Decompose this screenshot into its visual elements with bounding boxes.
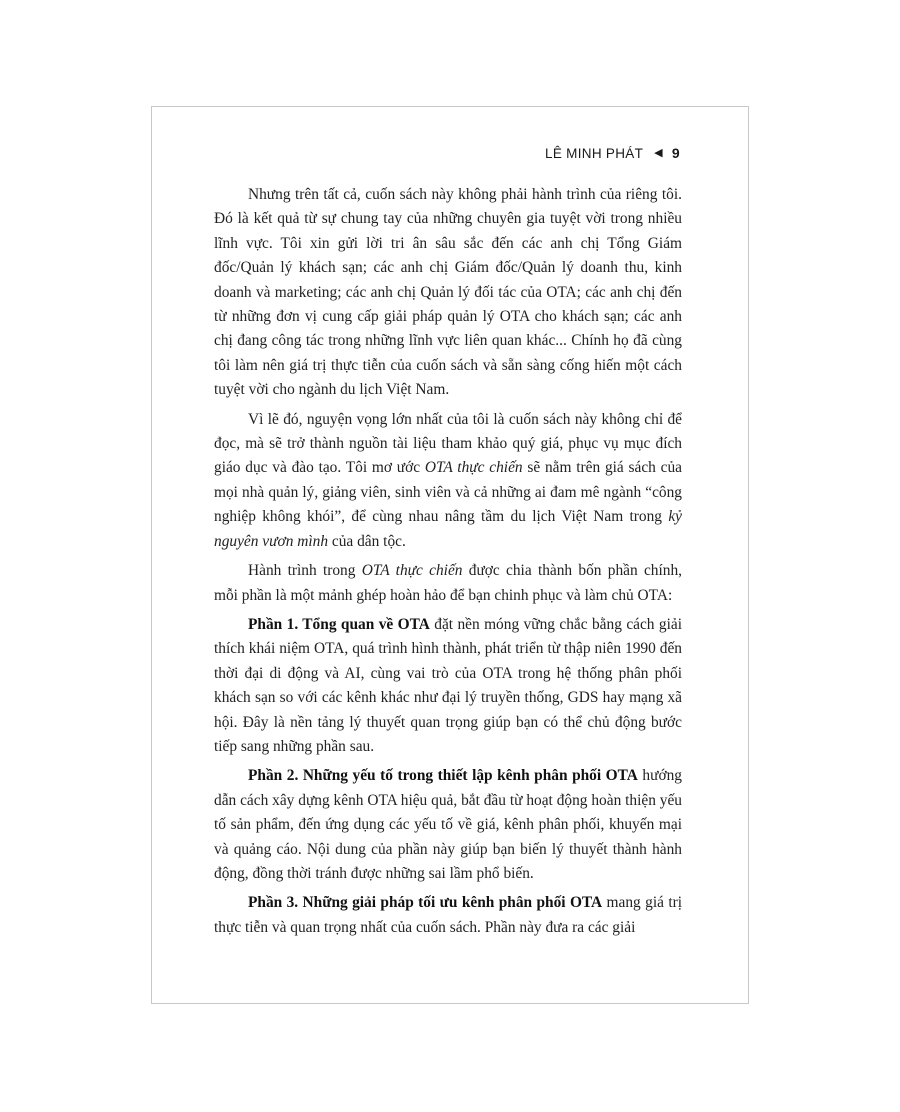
era-phrase-italic: kỷ nguyên vươn mình: [214, 508, 682, 550]
page-number: 9: [671, 145, 680, 161]
paragraph-2: [214, 408, 682, 554]
author-name: LÊ MINH PHÁT: [545, 145, 644, 161]
part-1-text: đặt nền móng vững chắc bằng cách giải thích khái niệm OTA, quá trình hình thành, phát triển từ thập niên 1990 đến thời đại di động và AI, cùng vai trò của OTA trong hệ thống phân phối khách sạn so với các kênh khác như đại lý truyền thống, GDS hay mạng xã hội. Đây là nền tảng lý thuyết quan trọng giúp bạn có thể chủ động bước tiếp sang những phần sau.: [214, 615, 682, 755]
part-1-heading: Phần 1. Tổng quan về OTA: [248, 615, 430, 633]
paragraph-2-text-c: của dân tộc.: [328, 532, 406, 550]
paragraph-1: Nhưng trên tất cả, cuốn sách này không phải hành trình của riêng tôi. Đó là kết quả từ sự chung tay của những chuyên gia tuyệt vời trong nhiều lĩnh vực. Tôi xin gửi lời tri ân sâu sắc đến các anh chị Tổng Giám đốc/Quản lý khách sạn; các anh chị Giám đốc/Quản lý doanh thu, kinh doanh và marketing; các anh chị Quản lý đối tác của OTA; các anh chị đến từ những đơn vị cung cấp giải pháp quản lý OTA cho khách sạn; các anh chị đang công tác trong những lĩnh vực liên quan khác... Chính họ đã cùng tôi làm nên giá trị thực tiễn của cuốn sách và sẵn sàng cống hiến một cách tuyệt vời cho ngành du lịch Việt Nam.: [214, 186, 682, 399]
part-3-heading: Phần 3. Những giải pháp tối ưu kênh phân phối OTA: [248, 894, 603, 912]
paragraph-part-1: [214, 613, 682, 759]
book-page: [151, 106, 749, 1004]
paragraph-3-text-b: được chia thành bốn phần chính, mỗi phần là một mảnh ghép hoàn hảo để bạn chinh phục và làm chủ OTA:: [214, 562, 683, 604]
running-header: [545, 145, 680, 161]
book-title-italic: OTA thực chiến: [361, 562, 463, 580]
part-2-heading: Phần 2. Những yếu tố trong thiết lập kênh phân phối OTA: [248, 767, 638, 785]
left-triangle-icon: ◀: [654, 146, 663, 159]
paragraph-3: [214, 559, 682, 608]
paragraph-part-2: [214, 764, 682, 886]
paragraph-part-3: [214, 891, 682, 940]
paragraph-3-text-a: Hành trình trong: [248, 562, 362, 580]
part-3-text: mang giá trị thực tiễn và quan trọng nhất của cuốn sách. Phần này đưa ra các giải: [214, 894, 682, 936]
body-text: [214, 183, 682, 945]
book-title-italic: OTA thực chiến: [424, 459, 523, 477]
part-2-text: hướng dẫn cách xây dựng kênh OTA hiệu quả, bắt đầu từ hoạt động hoàn thiện yếu tố sản phẩm, đến ứng dụng các yếu tố về giá, kênh phân phối, khuyến mại và quảng cáo. Nội dung của phần này giúp bạn biến lý thuyết thành hành động, đồng thời tránh được những sai lầm phổ biến.: [214, 767, 682, 882]
paragraph-2-text-a: Vì lẽ đó, nguyện vọng lớn nhất của tôi là cuốn sách này không chỉ để đọc, mà sẽ trở thành nguồn tài liệu tham khảo quý giá, phục vụ mục đích giáo dục và đào tạo. Tôi mơ ước: [214, 410, 682, 477]
paragraph-2-text-b: sẽ nằm trên giá sách của mọi nhà quản lý, giảng viên, sinh viên và cả những ai đam mê ngành “công nghiệp không khói”, để cùng nhau nâng tầm du lịch Việt Nam trong: [214, 459, 683, 526]
